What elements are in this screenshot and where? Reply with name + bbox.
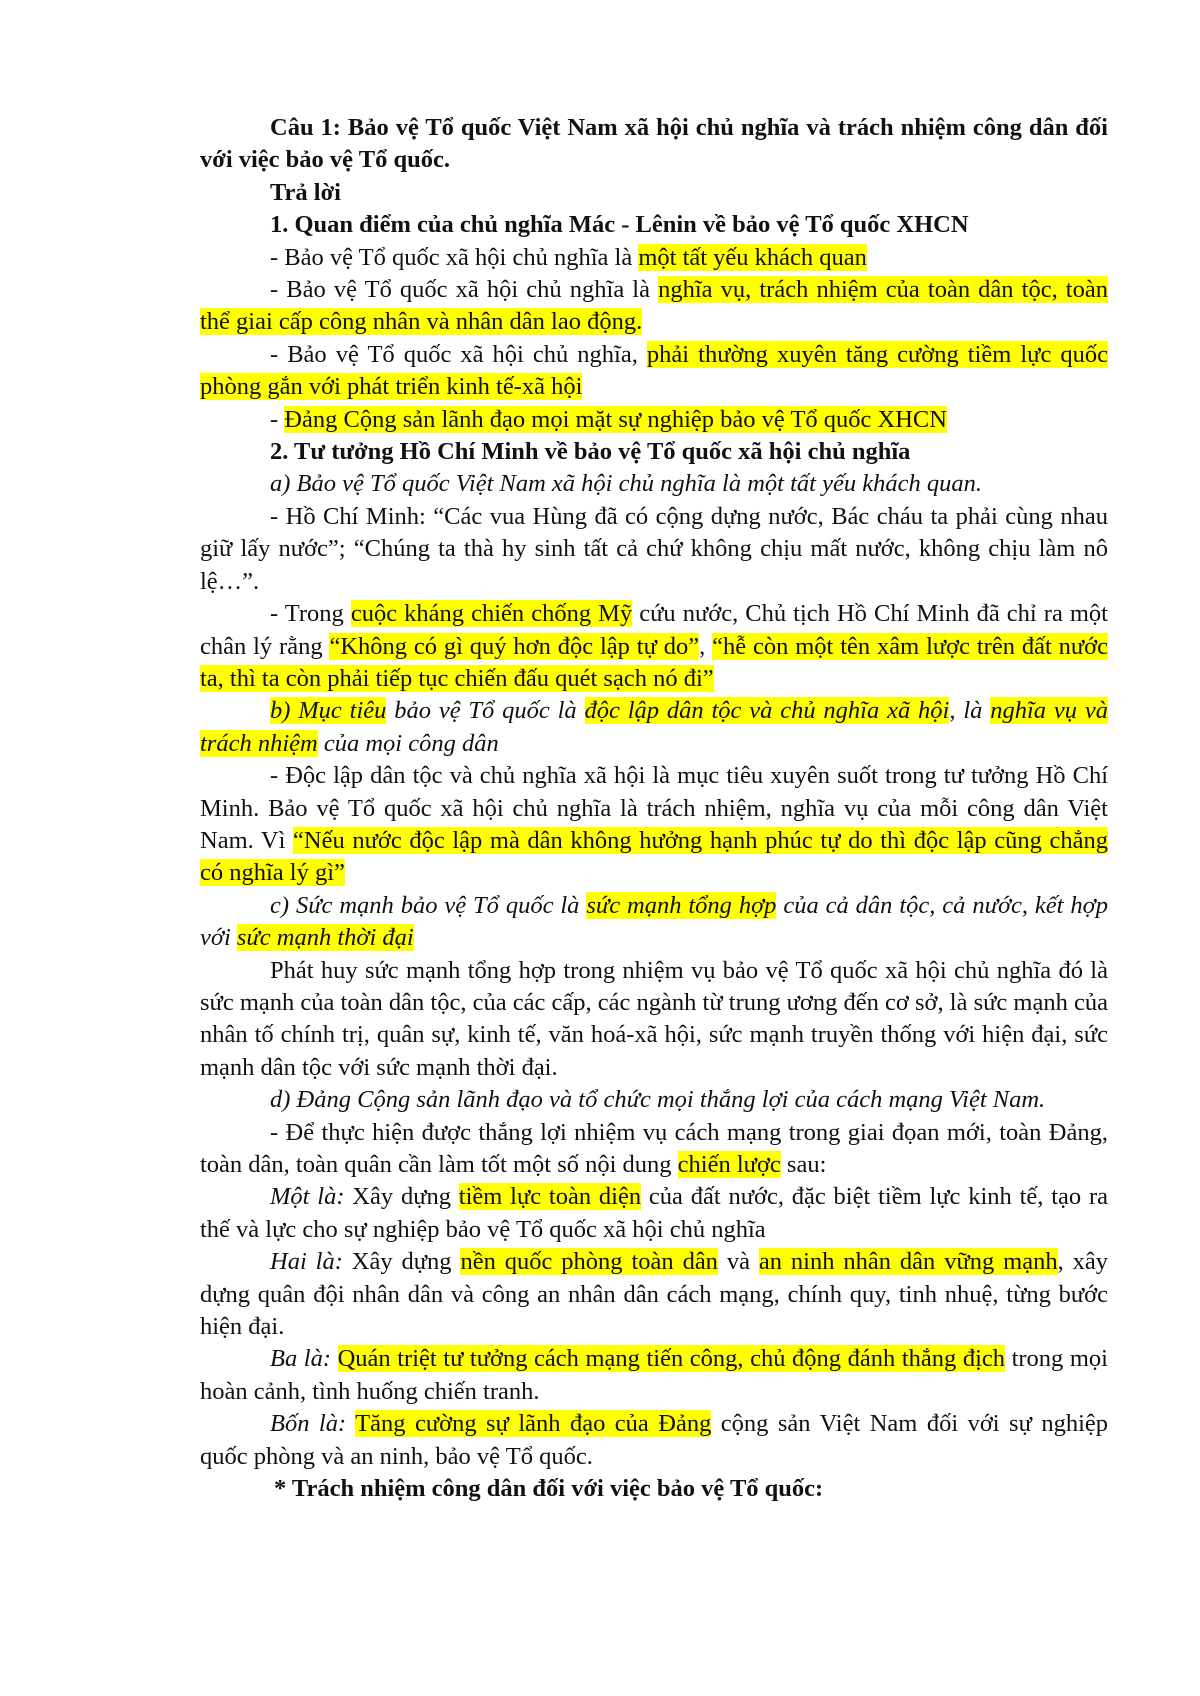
question-title: Câu 1: Bảo vệ Tổ quốc Việt Nam xã hội chủ nghĩa và trách nhiệm công dân đối với việc bảo vệ Tổ quốc. — [200, 114, 1108, 174]
item-three: Ba là: Quán triệt tư tưởng cách mạng tiến công, chủ động đánh thắng địch trong mọi hoàn cảnh, tình huống chiến tranh. — [200, 1345, 1108, 1405]
subsection-d-para-1: - Để thực hiện được thắng lợi nhiệm vụ cách mạng trong giai đọan mới, toàn Đảng, toàn dân, toàn quân cần làm tốt một số nội dung chiến lược sau: — [200, 1118, 1108, 1178]
section1-point-1: - Bảo vệ Tổ quốc xã hội chủ nghĩa là một tất yếu khách quan — [270, 243, 867, 271]
section2-heading: 2. Tư tưởng Hồ Chí Minh về bảo vệ Tổ quốc xã hội chủ nghĩa — [270, 438, 911, 466]
item-one: Một là: Xây dựng tiềm lực toàn diện của đất nước, đặc biệt tiềm lực kinh tế, tạo ra thế và lực cho sự nghiệp bảo vệ Tổ quốc xã hội chủ nghĩa — [200, 1183, 1108, 1243]
item-four: Bốn là: Tăng cường sự lãnh đạo của Đảng cộng sản Việt Nam đối với sự nghiệp quốc phòng và an ninh, bảo vệ Tổ quốc. — [200, 1410, 1109, 1470]
subsection-b-para-1: - Độc lập dân tộc và chủ nghĩa xã hội là mục tiêu xuyên suốt trong tư tưởng Hồ Chí Minh. Bảo vệ Tổ quốc xã hội chủ nghĩa là trách nhiệm, nghĩa vụ của mỗi công dân Việt Nam. Vì “Nếu nước độc lập mà dân không hưởng hạnh phúc tự do thì độc lập cũng chẳng có nghĩa lý gì” — [200, 762, 1108, 887]
subsection-c-title: c) Sức mạnh bảo vệ Tổ quốc là sức mạnh tổng hợp của cả dân tộc, cả nước, kết hợp với sức mạnh thời đại — [200, 891, 1108, 952]
item-two: Hai là: Xây dựng nền quốc phòng toàn dân và an ninh nhân dân vững mạnh, xây dựng quân đội nhân dân và công an nhân dân cách mạng, chính quy, tinh nhuệ, từng bước hiện đại. — [200, 1248, 1109, 1341]
section1-point-2: - Bảo vệ Tổ quốc xã hội chủ nghĩa là nghĩa vụ, trách nhiệm của toàn dân tộc, toàn thể giai cấp công nhân và nhân dân lao động. — [200, 276, 1108, 336]
answer-label: Trả lời — [270, 178, 341, 206]
subsection-d-title: d) Đảng Cộng sản lãnh đạo và tổ chức mọi thắng lợi của cách mạng Việt Nam. — [270, 1086, 1046, 1114]
section1-point-4: - Đảng Cộng sản lãnh đạo mọi mặt sự nghiệp bảo vệ Tổ quốc XHCN — [270, 405, 947, 433]
section1-heading: 1. Quan điểm của chủ nghĩa Mác - Lênin về bảo vệ Tổ quốc XHCN — [270, 211, 969, 239]
document-page — [200, 112, 1108, 1505]
section1-point-3: - Bảo vệ Tổ quốc xã hội chủ nghĩa, phải thường xuyên tăng cường tiềm lực quốc phòng gắn với phát triển kinh tế-xã hội — [200, 340, 1108, 401]
responsibility-heading: * Trách nhiệm công dân đối với việc bảo vệ Tổ quốc: — [274, 1475, 824, 1503]
subsection-b-title: b) Mục tiêu bảo vệ Tổ quốc là độc lập dân tộc và chủ nghĩa xã hội, là nghĩa vụ và trách nhiệm của mọi công dân — [200, 697, 1108, 757]
subsection-a-title: a) Bảo vệ Tổ quốc Việt Nam xã hội chủ nghĩa là một tất yếu khách quan. — [270, 470, 982, 498]
subsection-a-para-2: - Trong cuộc kháng chiến chống Mỹ cứu nước, Chủ tịch Hồ Chí Minh đã chỉ ra một chân lý rằng “Không có gì quý hơn độc lập tự do”, “hễ còn một tên xâm lược trên đất nước ta, thì ta còn phải tiếp tục chiến đấu quét sạch nó đi” — [200, 600, 1108, 692]
subsection-c-para-1: Phát huy sức mạnh tổng hợp trong nhiệm vụ bảo vệ Tổ quốc xã hội chủ nghĩa đó là sức mạnh của toàn dân tộc, của các cấp, các ngành từ trung ương đến cơ sở, là sức mạnh của nhân tố chính trị, quân sự, kinh tế, văn hoá-xã hội, sức mạnh truyền thống với hiện đại, sức mạnh dân tộc với sức mạnh thời đại. — [200, 956, 1108, 1081]
subsection-a-para-1: - Hồ Chí Minh: “Các vua Hùng đã có cộng dựng nước, Bác cháu ta phải cùng nhau giữ lấy nước”; “Chúng ta thà hy sinh tất cả chứ không chịu mất nước, không chịu làm nô lệ…”. — [200, 502, 1108, 595]
